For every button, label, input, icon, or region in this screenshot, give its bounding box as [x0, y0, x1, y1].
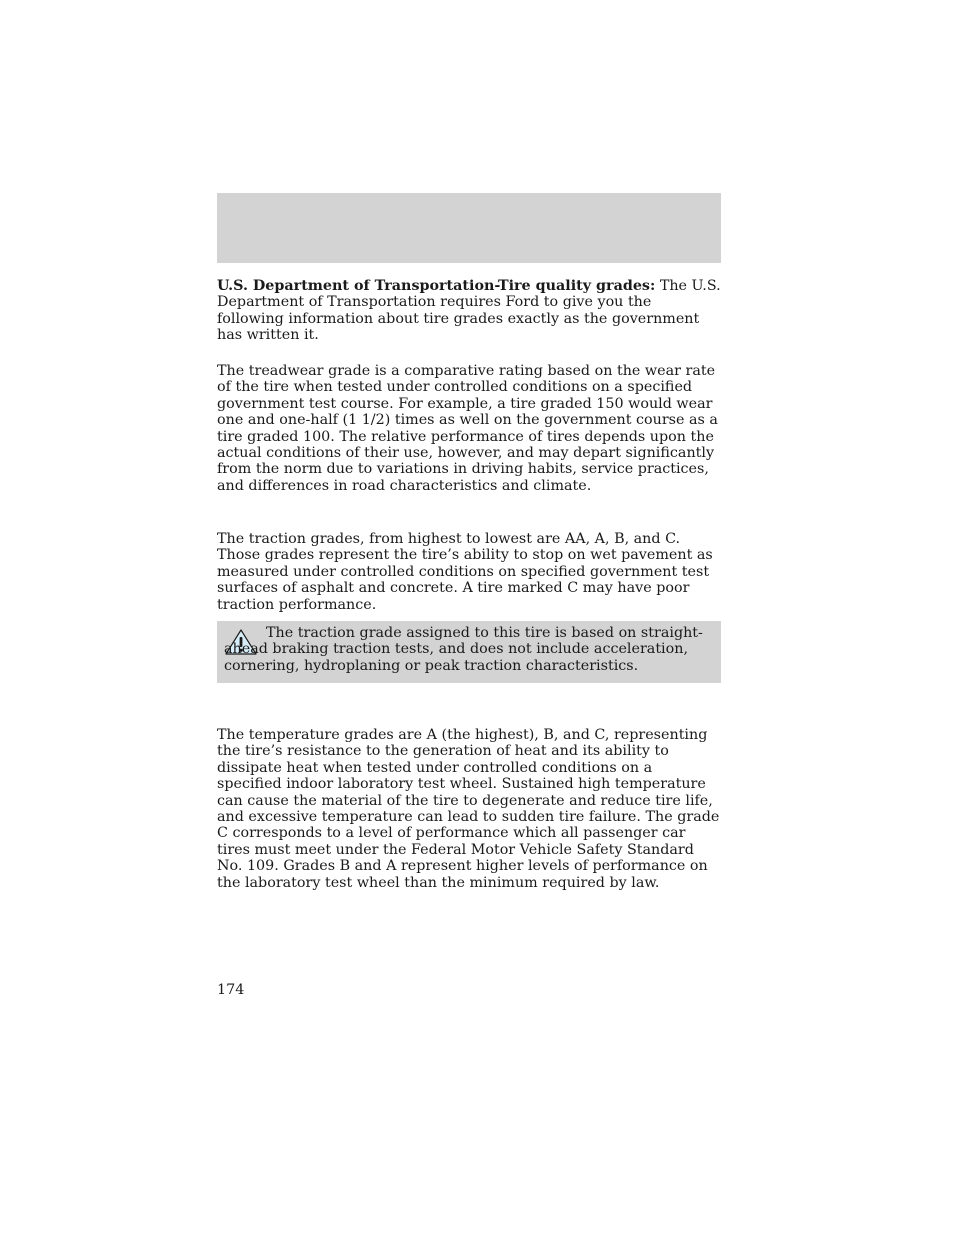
intro-body: The U.S. Department of Transportation requires Ford to give you the following information about tire grades exactly as the government has written it.	[217, 278, 721, 344]
intro-paragraph	[217, 278, 721, 344]
intro-heading: U.S. Department of Transportation-Tire quality grades:	[217, 278, 656, 294]
temperature-paragraph: The temperature grades are A (the highest), B, and C, representing the tire’s resistance to the generation of heat and its ability to dissipate heat when tested under controlled conditions on a specified indoor laboratory test wheel. Sustained high temperature can cause the material of the tire to degenerate and reduce tire life, and excessive temperature can lead to sudden tire failure. The grade C corresponds to a level of performance which all passenger car tires must meet under the Federal Motor Vehicle Safety Standard No. 109. Grades B and A represent higher levels of performance on the laboratory test wheel than the minimum required by law.	[217, 727, 720, 891]
traction-paragraph: The traction grades, from highest to lowest are AA, A, B, and C. Those grades represent the tire’s ability to stop on wet pavement as measured under controlled conditions on specified government test surfaces of asphalt and concrete. A tire marked C may have poor traction performance.	[217, 531, 713, 613]
treadwear-paragraph: The treadwear grade is a comparative rating based on the wear rate of the tire when tested under controlled conditions on a specified government test course. For example, a tire graded 150 would wear one and one-half (1 1/2) times as well on the government course as a tire graded 100. The relative performance of tires depends upon the actual conditions of their use, however, and may depart significantly from the norm due to variations in driving habits, service practices, and differences in road characteristics and climate.	[217, 363, 718, 494]
warning-box	[217, 621, 721, 683]
page-number: 174	[217, 982, 245, 998]
warning-text: The traction grade assigned to this tire is based on straight-ahead braking traction tests, and does not include acceleration, cornering, hydroplaning or peak traction characteristics.	[224, 625, 703, 674]
section-header-bar	[217, 193, 721, 263]
